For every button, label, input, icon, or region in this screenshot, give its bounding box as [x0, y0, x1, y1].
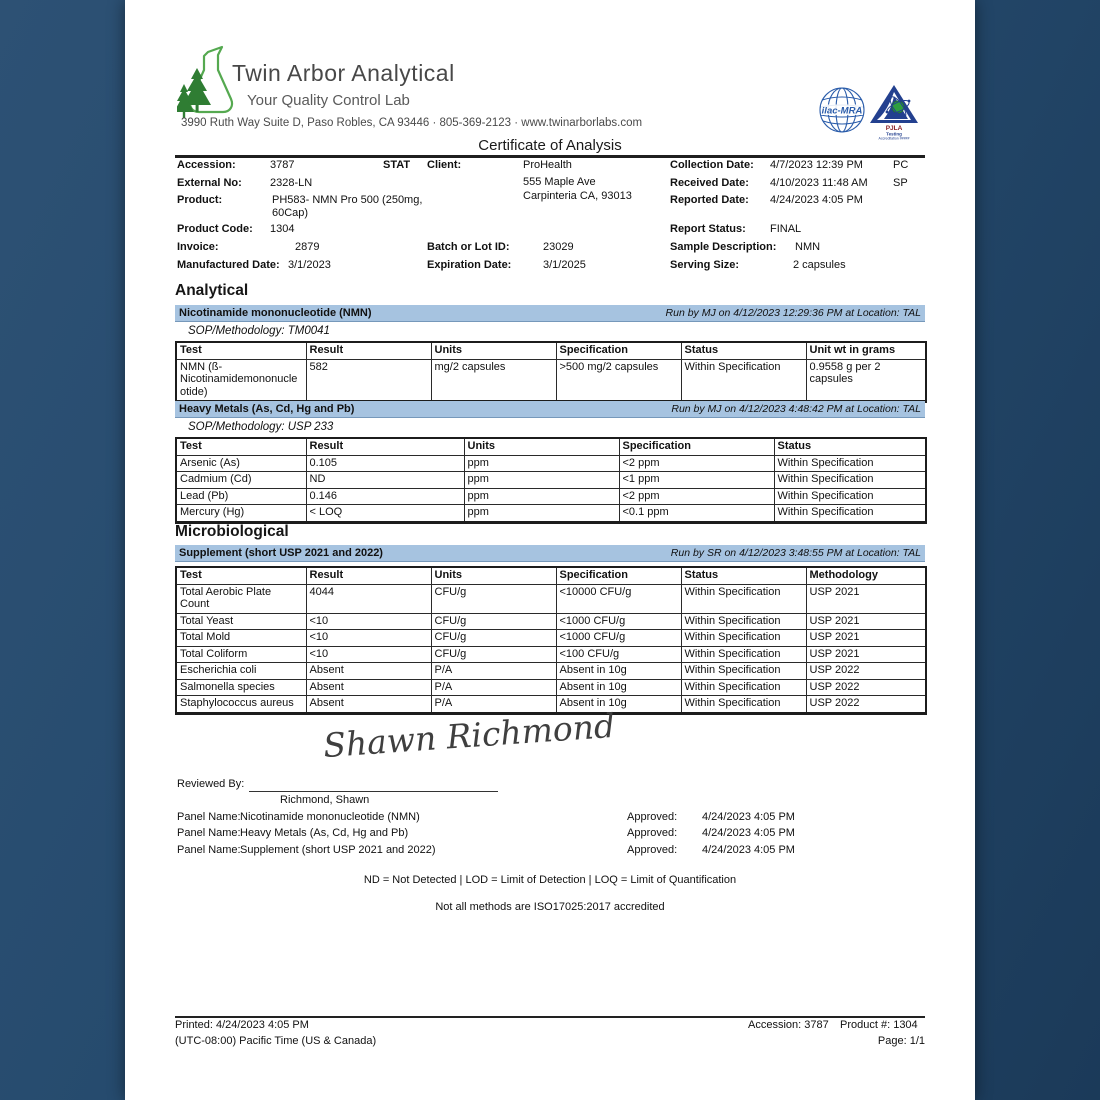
sop-methodology-heavy-metals: SOP/Methodology: USP 233	[188, 421, 334, 433]
certificate-page	[125, 0, 975, 1100]
footer-accession: Accession: 3787	[748, 1019, 829, 1031]
table-cell: CFU/g	[431, 613, 556, 630]
column-header: Status	[681, 567, 806, 584]
table-cell: Arsenic (As)	[176, 455, 306, 472]
section-heading-microbiological: Microbiological	[175, 523, 289, 540]
column-header: Units	[431, 342, 556, 359]
column-header: Specification	[619, 438, 774, 455]
signature-line	[249, 791, 498, 792]
table-cell: 4044	[306, 584, 431, 613]
column-header: Specification	[556, 342, 681, 359]
reviewer-signature: Shawn Richmond	[321, 705, 617, 766]
company-name: Twin Arbor Analytical	[232, 60, 455, 86]
table-cell: USP 2021	[806, 613, 926, 630]
table-cell: ND	[306, 472, 464, 489]
expiration-date-value: 3/1/2025	[543, 259, 586, 271]
section-heading-analytical: Analytical	[175, 282, 249, 299]
sample-description-value: NMN	[795, 241, 821, 253]
svg-text:PJLA: PJLA	[885, 125, 903, 132]
panel-title: Nicotinamide mononucleotide (NMN)	[179, 307, 372, 319]
panel-bar-heavy-metals	[175, 401, 925, 418]
collection-initials: PC	[893, 159, 909, 171]
table-cell: ppm	[464, 472, 619, 489]
column-header: Result	[306, 342, 431, 359]
table-cell: <2 ppm	[619, 488, 774, 505]
column-header: Result	[306, 438, 464, 455]
invoice-label: Invoice:	[177, 241, 219, 253]
column-header: Status	[774, 438, 926, 455]
approved-date: 4/24/2023 4:05 PM	[702, 844, 795, 856]
table-row	[176, 505, 926, 523]
table-cell: USP 2021	[806, 584, 926, 613]
column-header: Test	[176, 438, 306, 455]
table-cell: Within Specification	[774, 455, 926, 472]
table-cell: Staphylococcus aureus	[176, 696, 306, 714]
results-table-supplement	[175, 566, 927, 715]
column-header: Test	[176, 567, 306, 584]
column-header: Status	[681, 342, 806, 359]
table-cell: Total Yeast	[176, 613, 306, 630]
panel-bar-supplement	[175, 545, 925, 562]
panel-name-label: Panel Name:	[177, 827, 241, 839]
stat-flag: STAT	[383, 159, 411, 171]
reported-date-value: 4/24/2023 4:05 PM	[770, 194, 863, 206]
table-cell: CFU/g	[431, 646, 556, 663]
received-date-label: Received Date:	[670, 177, 749, 189]
table-cell: 0.9558 g per 2 capsules	[806, 359, 926, 402]
table-cell: <1000 CFU/g	[556, 613, 681, 630]
manufactured-date-label: Manufactured Date:	[177, 259, 280, 271]
table-cell: Total Coliform	[176, 646, 306, 663]
product-code-label: Product Code:	[177, 223, 253, 235]
panel-run-info: Run by SR on 4/12/2023 3:48:55 PM at Location: TAL	[670, 547, 921, 559]
table-cell: Within Specification	[774, 488, 926, 505]
client-label: Client:	[427, 159, 462, 171]
printed-timestamp: Printed: 4/24/2023 4:05 PM	[175, 1019, 309, 1031]
table-cell: 0.146	[306, 488, 464, 505]
table-cell: Absent in 10g	[556, 663, 681, 680]
column-header: Unit wt in grams	[806, 342, 926, 359]
panel-name-label: Panel Name:	[177, 811, 241, 823]
expiration-date-label: Expiration Date:	[427, 259, 512, 271]
results-table-heavy-metals	[175, 437, 927, 524]
table-cell: Within Specification	[681, 696, 806, 714]
product-code-value: 1304	[270, 223, 295, 235]
table-cell: USP 2022	[806, 663, 926, 680]
table-cell: Within Specification	[681, 663, 806, 680]
document-title: Certificate of Analysis	[478, 137, 622, 154]
table-cell: Absent	[306, 696, 431, 714]
sample-description-label: Sample Description:	[670, 241, 777, 253]
table-row	[176, 359, 926, 402]
table-cell: Absent in 10g	[556, 696, 681, 714]
client-address-line1: 555 Maple Ave	[523, 176, 596, 188]
table-cell: Within Specification	[774, 472, 926, 489]
product-label: Product:	[177, 194, 223, 206]
table-cell: USP 2021	[806, 646, 926, 663]
table-cell: <10000 CFU/g	[556, 584, 681, 613]
table-cell: Absent in 10g	[556, 679, 681, 696]
table-cell: Within Specification	[681, 584, 806, 613]
table-cell: Within Specification	[681, 679, 806, 696]
accession-value: 3787	[270, 159, 295, 171]
table-cell: <2 ppm	[619, 455, 774, 472]
panel-title: Supplement (short USP 2021 and 2022)	[179, 547, 383, 559]
panel-run-info: Run by MJ on 4/12/2023 12:29:36 PM at Location: TAL	[665, 307, 921, 319]
serving-size-label: Serving Size:	[670, 259, 740, 271]
panel-name-label: Panel Name:	[177, 844, 241, 856]
table-cell: P/A	[431, 679, 556, 696]
svg-text:Accreditation #####: Accreditation #####	[878, 136, 910, 140]
accession-label: Accession:	[177, 159, 236, 171]
batch-lot-label: Batch or Lot ID:	[427, 241, 510, 253]
svg-text:Testing: Testing	[886, 131, 902, 137]
table-cell: CFU/g	[431, 584, 556, 613]
table-cell: Mercury (Hg)	[176, 505, 306, 523]
certificate-content	[175, 0, 925, 1100]
approved-label: Approved:	[627, 827, 678, 839]
svg-text:ilac-MRA: ilac-MRA	[821, 105, 863, 117]
table-cell: ppm	[464, 488, 619, 505]
table-row	[176, 455, 926, 472]
received-initials: SP	[893, 177, 908, 189]
collection-date-label: Collection Date:	[670, 159, 754, 171]
reviewed-by-label: Reviewed By:	[177, 778, 245, 790]
table-row	[176, 663, 926, 680]
table-cell: 0.105	[306, 455, 464, 472]
approved-label: Approved:	[627, 844, 678, 856]
table-cell: ppm	[464, 455, 619, 472]
column-header: Test	[176, 342, 306, 359]
table-row	[176, 584, 926, 613]
table-row	[176, 646, 926, 663]
panel-name-value: Heavy Metals (As, Cd, Hg and Pb)	[240, 827, 409, 839]
table-cell: Within Specification	[681, 646, 806, 663]
table-cell: Within Specification	[774, 505, 926, 523]
ilac-mra-accreditation-icon	[818, 86, 866, 134]
table-cell: Salmonella species	[176, 679, 306, 696]
batch-lot-value: 23029	[543, 241, 574, 253]
invoice-value: 2879	[295, 241, 320, 253]
approved-date: 4/24/2023 4:05 PM	[702, 811, 795, 823]
panel-name-value: Nicotinamide mononucleotide (NMN)	[240, 811, 420, 823]
approved-date: 4/24/2023 4:05 PM	[702, 827, 795, 839]
reported-date-label: Reported Date:	[670, 194, 749, 206]
footer-page-number: Page: 1/1	[877, 1035, 925, 1047]
table-cell: CFU/g	[431, 630, 556, 647]
table-cell: mg/2 capsules	[431, 359, 556, 402]
serving-size-value: 2 capsules	[793, 259, 846, 271]
external-no-label: External No:	[177, 177, 242, 189]
table-cell: <100 CFU/g	[556, 646, 681, 663]
panel-title: Heavy Metals (As, Cd, Hg and Pb)	[179, 403, 355, 415]
column-header: Units	[431, 567, 556, 584]
received-date-value: 4/10/2023 11:48 AM	[770, 177, 868, 189]
panel-bar-nmn	[175, 305, 925, 322]
header-divider	[175, 155, 925, 158]
table-cell: <1 ppm	[619, 472, 774, 489]
client-name: ProHealth	[523, 159, 572, 171]
column-header: Methodology	[806, 567, 926, 584]
sop-methodology-nmn: SOP/Methodology: TM0041	[188, 325, 330, 337]
collection-date-value: 4/7/2023 12:39 PM	[770, 159, 863, 171]
table-cell: Escherichia coli	[176, 663, 306, 680]
table-cell: Absent	[306, 679, 431, 696]
table-cell: 582	[306, 359, 431, 402]
company-logo-flask-icon	[177, 42, 235, 124]
abbreviation-legend: ND = Not Detected | LOD = Limit of Detection | LOQ = Limit of Quantification	[363, 874, 737, 886]
table-cell: <1000 CFU/g	[556, 630, 681, 647]
accreditation-note: Not all methods are ISO17025:2017 accredited	[435, 901, 665, 913]
manufactured-date-value: 3/1/2023	[288, 259, 331, 271]
table-cell: P/A	[431, 663, 556, 680]
table-cell: Absent	[306, 663, 431, 680]
table-cell: <10	[306, 630, 431, 647]
report-status-label: Report Status:	[670, 223, 746, 235]
timezone: (UTC-08:00) Pacific Time (US & Canada)	[175, 1035, 377, 1047]
results-table-nmn	[175, 341, 927, 403]
table-cell: P/A	[431, 696, 556, 714]
footer-product-number: Product #: 1304	[840, 1019, 918, 1031]
external-no-value: 2328-LN	[270, 177, 313, 189]
panel-name-value: Supplement (short USP 2021 and 2022)	[240, 844, 436, 856]
column-header: Units	[464, 438, 619, 455]
table-cell: ppm	[464, 505, 619, 523]
company-address: 3990 Ruth Way Suite D, Paso Robles, CA 93446 · 805-369-2123 · www.twinarborlabs.com	[181, 117, 643, 129]
table-cell: Total Aerobic Plate Count	[176, 584, 306, 613]
table-row	[176, 613, 926, 630]
table-cell: USP 2021	[806, 630, 926, 647]
panel-run-info: Run by MJ on 4/12/2023 4:48:42 PM at Location: TAL	[671, 403, 921, 415]
table-cell: USP 2022	[806, 679, 926, 696]
report-status-value: FINAL	[770, 223, 802, 235]
company-tagline: Your Quality Control Lab	[247, 92, 410, 109]
table-cell: Cadmium (Cd)	[176, 472, 306, 489]
column-header: Specification	[556, 567, 681, 584]
table-cell: <10	[306, 646, 431, 663]
client-address-line2: Carpinteria CA, 93013	[523, 190, 632, 202]
table-cell: USP 2022	[806, 696, 926, 714]
reviewer-name: Richmond, Shawn	[280, 794, 370, 806]
table-cell: <0.1 ppm	[619, 505, 774, 523]
table-cell: Within Specification	[681, 613, 806, 630]
table-cell: Within Specification	[681, 359, 806, 402]
footer-divider	[175, 1016, 925, 1018]
column-header: Result	[306, 567, 431, 584]
pjla-accreditation-icon	[867, 82, 921, 140]
table-cell: <10	[306, 613, 431, 630]
table-cell: Within Specification	[681, 630, 806, 647]
table-cell: >500 mg/2 capsules	[556, 359, 681, 402]
product-value: PH583- NMN Pro 500 (250mg, 60Cap)	[272, 194, 423, 219]
approved-label: Approved:	[627, 811, 678, 823]
table-row	[176, 679, 926, 696]
table-cell: Lead (Pb)	[176, 488, 306, 505]
table-cell: < LOQ	[306, 505, 464, 523]
table-row	[176, 472, 926, 489]
table-cell: Total Mold	[176, 630, 306, 647]
table-row	[176, 488, 926, 505]
table-cell: NMN (ß-Nicotinamidemononucleotide)	[176, 359, 306, 402]
table-row	[176, 630, 926, 647]
